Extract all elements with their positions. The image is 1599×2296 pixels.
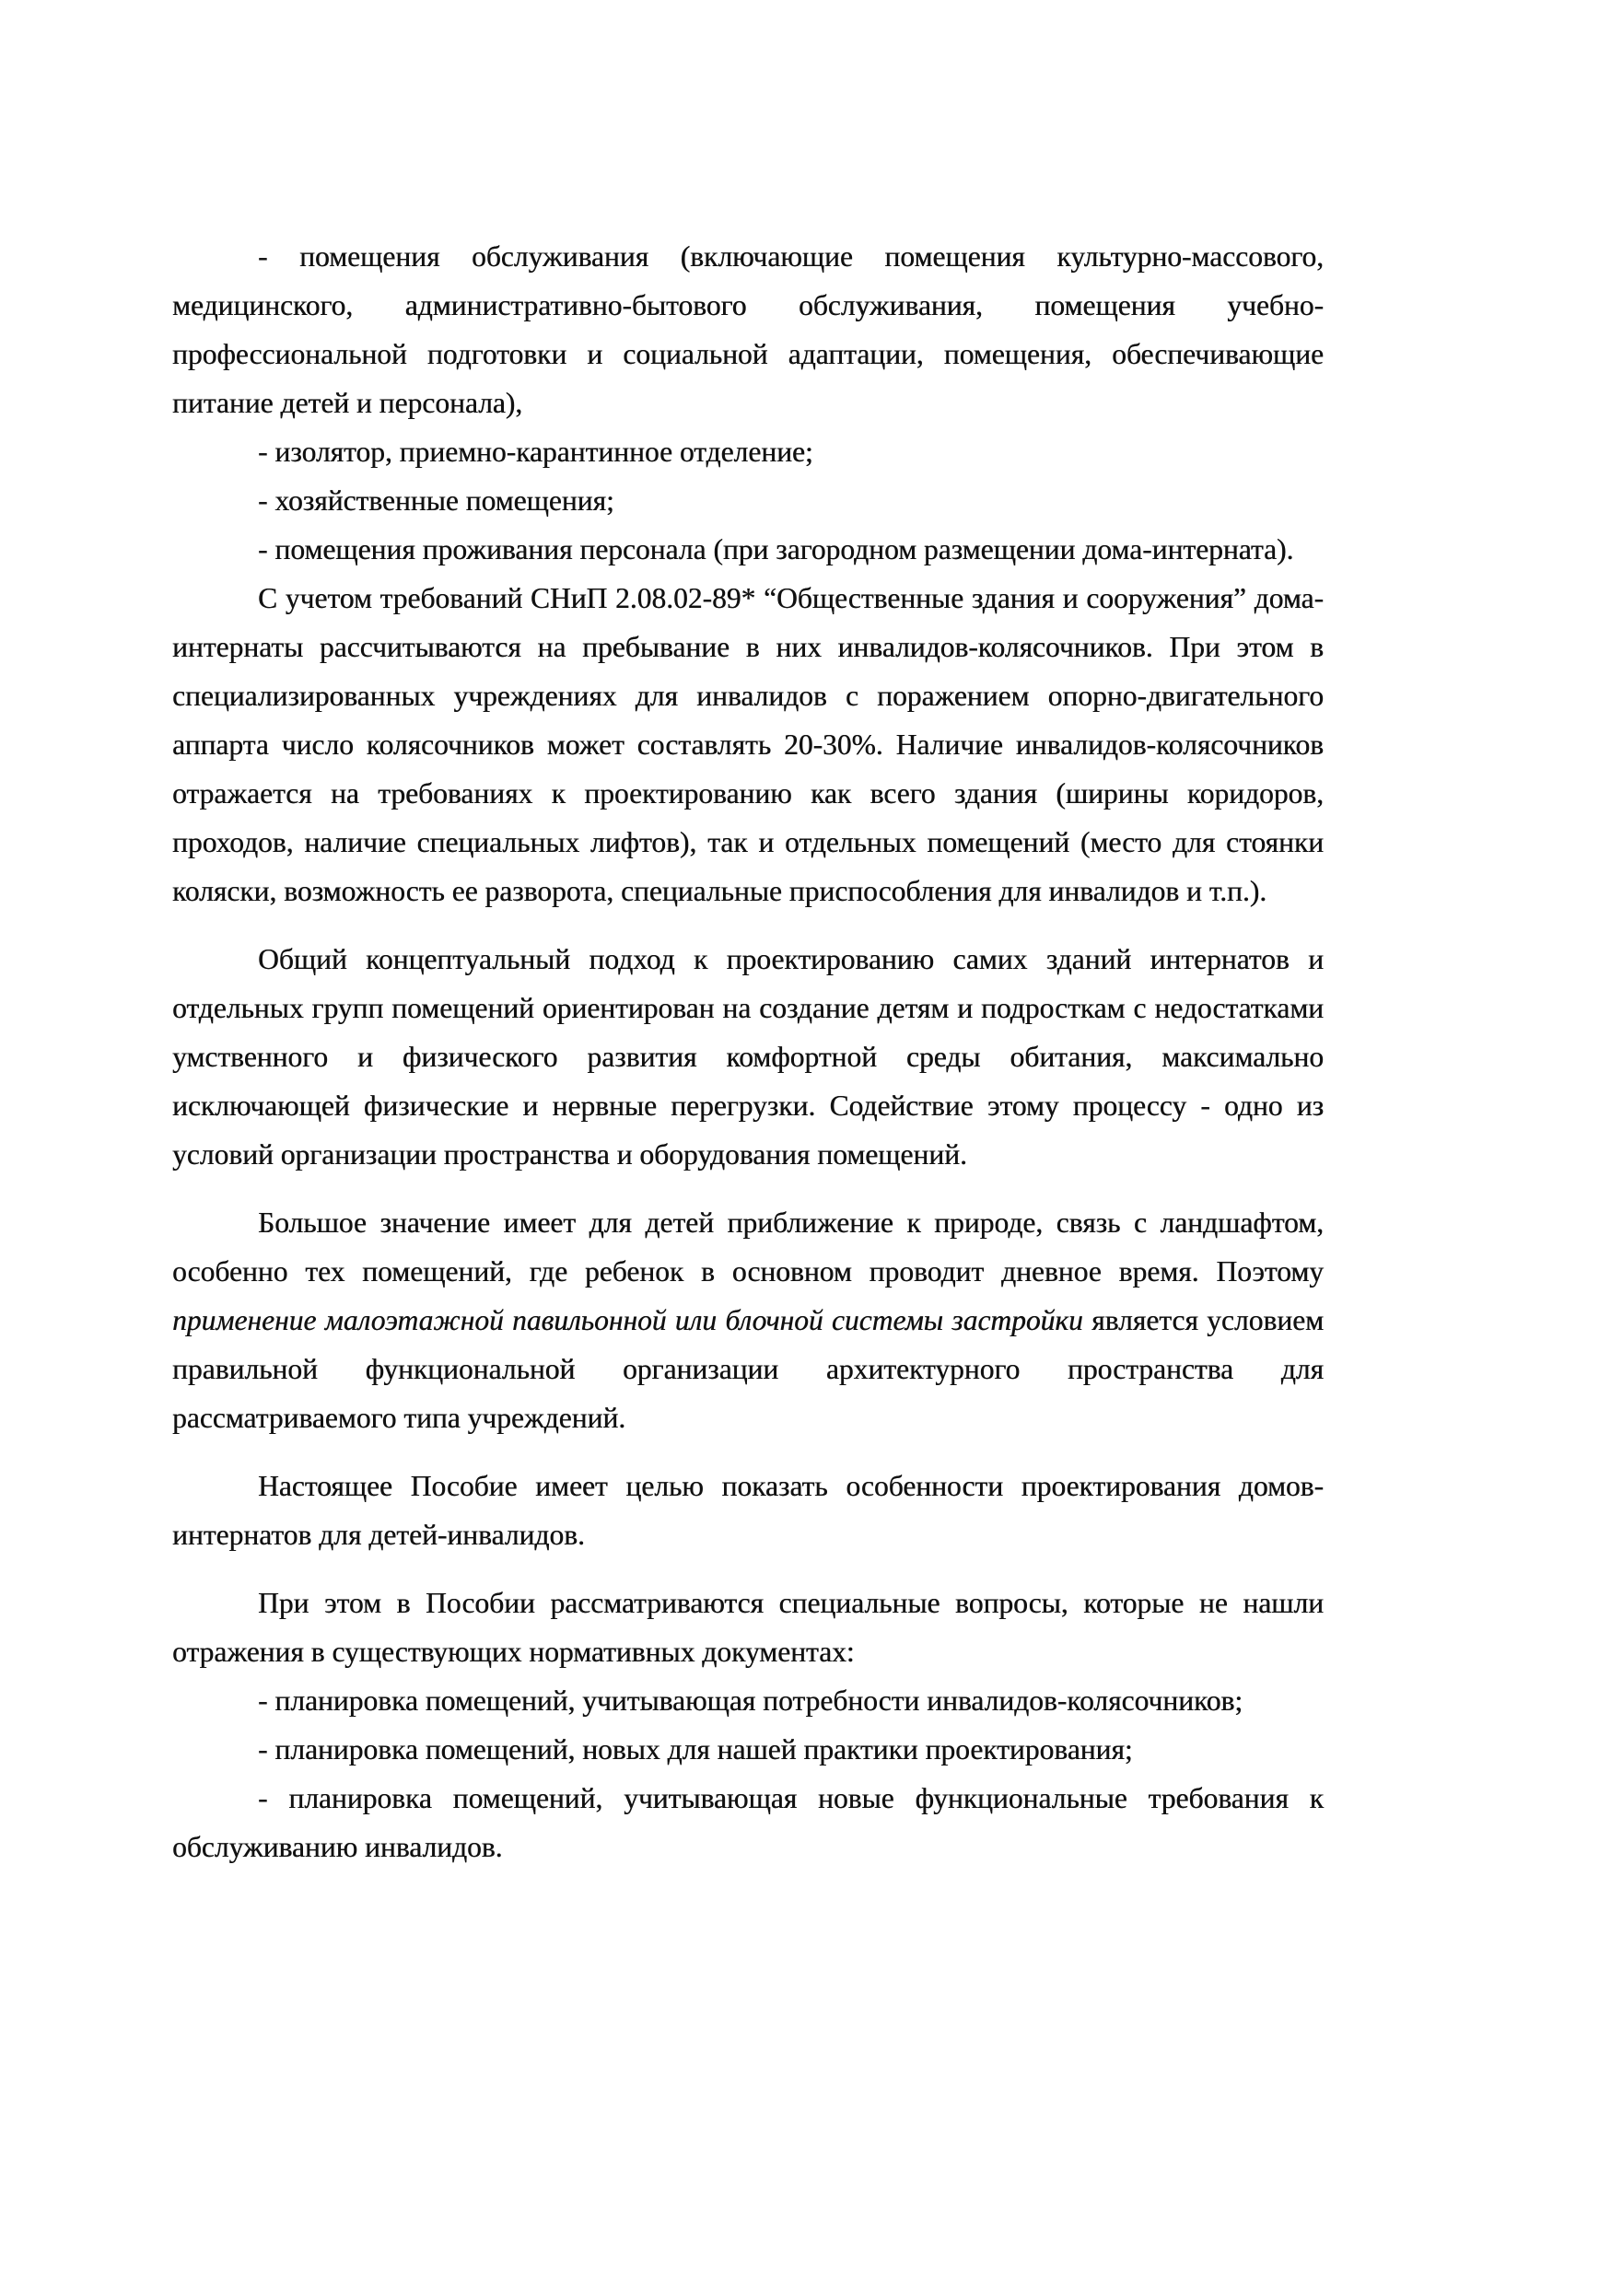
list-item: - хозяйственные помещения; bbox=[258, 484, 614, 517]
paragraph-special-questions: При этом в Пособии рассматриваются специальные вопросы, которые не нашли отражения в существующих нормативных документах: bbox=[172, 1587, 1324, 1668]
paragraph-snip-requirements: С учетом требований СНиП 2.08.02-89* “Общественные здания и сооружения” дома-интернаты рассчитываются на пребывание в них инвалидов-колясочников. При этом в специализированных учреждениях для инвалидов с поражением опорно-двигательного аппарта число колясочников может составлять 20-30%. Наличие инвалидов-колясочников отражается на требованиях к проектированию как всего здания (ширины коридоров, проходов, наличие специальных лифтов), так и отдельных помещений (место для стоянки коляски, возможность ее разворота, специальные приспособления для инвалидов и т.п.). bbox=[172, 582, 1324, 907]
paragraph-purpose: Настоящее Пособие имеет целью показать особенности проектирования домов-интернатов для детей-инвалидов. bbox=[172, 1470, 1324, 1551]
paragraph-concept: Общий концептуальный подход к проектированию самих зданий интернатов и отдельных групп помещений ориентирован на создание детям и подросткам с недостатками умственного и физического развития комфортной среды обитания, максимально исключающей физические и нервные перегрузки. Содействие этому процессу - одно из условий организации пространства и оборудования помещений. bbox=[172, 943, 1324, 1171]
list-item: - помещения проживания персонала (при загородном размещении дома-интерната). bbox=[258, 533, 1294, 565]
document-body bbox=[172, 232, 1324, 1871]
paragraph-nature-end: является условием правильной функциональной организации архитектурного пространства для рассматриваемого типа учреждений. bbox=[172, 1304, 1324, 1434]
paragraph-nature-start: Большое значение имеет для детей приближение к природе, связь с ландшафтом, особенно тех помещений, где ребенок в основном проводит дневное время. Поэтому bbox=[172, 1206, 1324, 1288]
paragraph-nature bbox=[172, 1198, 1324, 1442]
list-item: - планировка помещений, учитывающая новые функциональные требования к обслуживанию инвалидов. bbox=[172, 1782, 1324, 1863]
list-item: - планировка помещений, учитывающая потребности инвалидов-колясочников; bbox=[258, 1684, 1243, 1717]
paragraph-nature-emphasis: применение малоэтажной павильонной или блочной системы застройки bbox=[172, 1304, 1083, 1336]
list-item: - помещения обслуживания (включающие помещения культурно-массового, медицинского, административно-бытового обслуживания, помещения учебно-профессиональной подготовки и социальной адаптации, помещения, обеспечивающие питание детей и персонала), bbox=[172, 240, 1324, 419]
list-item: - планировка помещений, новых для нашей практики проектирования; bbox=[258, 1733, 1133, 1766]
list-item: - изолятор, приемно-карантинное отделение; bbox=[258, 436, 813, 468]
